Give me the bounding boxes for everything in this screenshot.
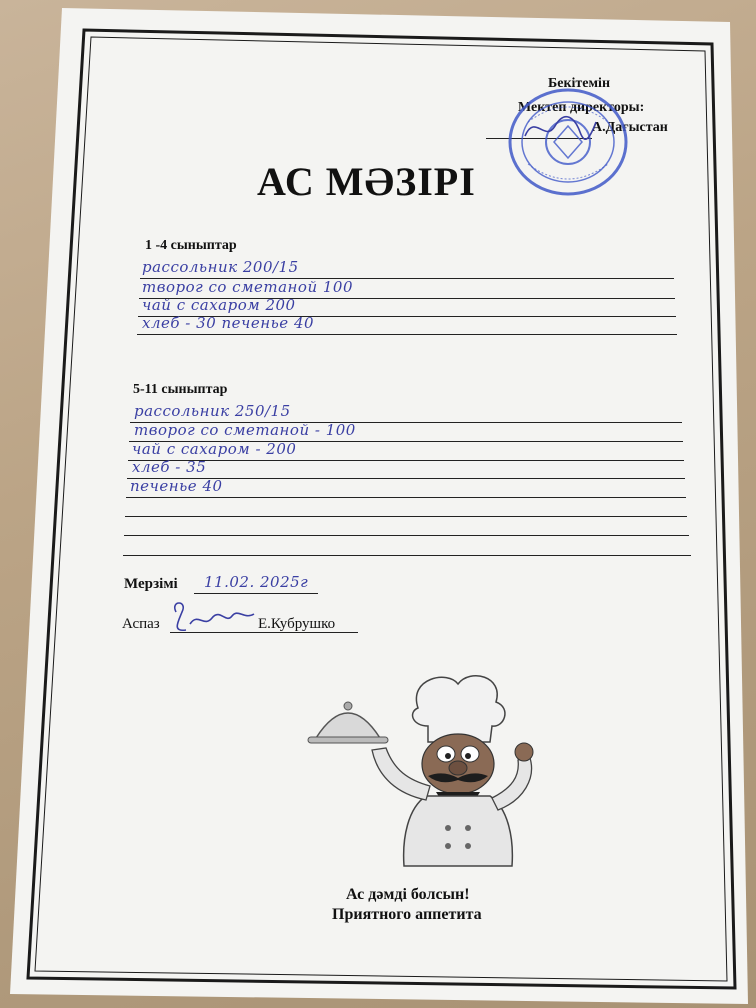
group2-line	[124, 535, 689, 536]
date-label: Мерзімі	[124, 576, 178, 592]
approve-label: Бекітемін	[548, 76, 611, 91]
cook-signature	[168, 598, 258, 638]
group2-line	[126, 497, 686, 498]
footer-line1: Ас дәмді болсын!	[346, 886, 470, 903]
director-signature	[520, 108, 600, 148]
group1-item: рассольник 200/15	[142, 258, 299, 276]
group2-line	[128, 460, 684, 461]
director-name: А.Дағыстан	[592, 120, 668, 135]
footer-line2: Приятного аппетита	[332, 906, 482, 923]
group1-line	[137, 334, 677, 335]
group2-item: чай с сахаром - 200	[132, 440, 297, 458]
group1-item: чай с сахаром 200	[142, 296, 296, 314]
group2-heading: 5-11 сыныптар	[133, 382, 228, 397]
chef-illustration	[298, 668, 538, 868]
group1-item: творог со сметаной 100	[142, 278, 354, 296]
date-value: 11.02. 2025г	[204, 573, 309, 591]
page-title: АС МӘЗІРІ	[257, 159, 476, 204]
date-line	[194, 593, 318, 594]
group1-heading: 1 -4 сыныптар	[145, 238, 237, 253]
group2-item: творог со сметаной - 100	[134, 421, 356, 439]
cook-name: Е.Кубрушко	[258, 616, 336, 632]
group2-line	[123, 555, 691, 556]
group2-line	[125, 516, 687, 517]
group2-item: хлеб - 35	[132, 458, 207, 476]
director-label: Мектеп директоры:	[518, 100, 645, 115]
group2-item: печенье 40	[130, 477, 223, 495]
group1-item: хлеб - 30 печенье 40	[142, 314, 315, 332]
cook-label: Аспаз	[122, 616, 160, 632]
group2-item: рассольник 250/15	[134, 402, 291, 420]
